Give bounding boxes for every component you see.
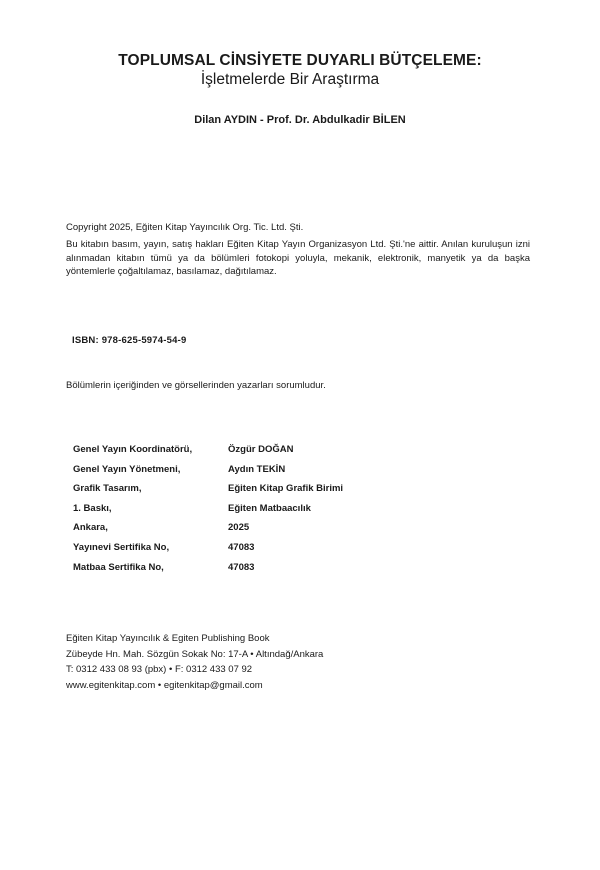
- publisher-address: Zübeyde Hn. Mah. Sözgün Sokak No: 17-A • Altındağ/Ankara: [66, 648, 324, 660]
- book-title: TOPLUMSAL CİNSİYETE DUYARLI BÜTÇELEME:: [118, 52, 482, 69]
- credit-value: Özgür DOĞAN: [228, 444, 294, 455]
- credit-label: Yayınevi Sertifika No,: [73, 541, 170, 553]
- publisher-info: [66, 631, 323, 694]
- credit-label: Grafik Tasarım,: [73, 483, 142, 495]
- book-subtitle: İşletmelerde Bir Araştırma: [200, 71, 380, 88]
- publisher-phone: T: 0312 433 08 93 (pbx) • F: 0312 433 07 92: [66, 664, 253, 676]
- credit-label: Ankara,: [73, 522, 108, 534]
- credit-label: Matbaa Sertifika No,: [73, 561, 164, 573]
- credit-value: Eğiten Kitap Grafik Birimi: [228, 483, 344, 495]
- credit-value: Aydın TEKİN: [228, 463, 286, 475]
- credit-value: 2025: [228, 522, 250, 534]
- credit-label: Genel Yayın Koordinatörü,: [73, 444, 193, 455]
- credit-value: 47083: [228, 541, 255, 553]
- copyright-notice: Bu kitabın basım, yayın, satış hakları Eğiten Kitap Yayın Organizasyon Ltd. Şti.'ne aittir. Anılan kuruluşun izni alınmadan kitabın tümü ya da bölümleri fotokopi yoluyla, mekanik, elektronik, manyetik ya da başka yöntemlerle çoğaltılamaz, basılamaz, dağıtılamaz.: [66, 239, 530, 277]
- publisher-name: Eğiten Kitap Yayıncılık & Egiten Publishing Book: [66, 633, 270, 644]
- publisher-web: www.egitenkitap.com • egitenkitap@gmail.com: [66, 680, 263, 692]
- authors: Dilan AYDIN - Prof. Dr. Abdulkadir BİLEN: [194, 114, 406, 126]
- credit-label: 1. Baskı,: [73, 502, 112, 514]
- credit-value: 47083: [228, 561, 255, 573]
- credit-value: Eğiten Matbaacılık: [228, 502, 311, 514]
- credit-label: Genel Yayın Yönetmeni,: [73, 463, 181, 475]
- responsibility-note: Bölümlerin içeriğinden ve görsellerinden yazarları sorumludur.: [66, 380, 326, 391]
- isbn: ISBN: 978-625-5974-54-9: [72, 335, 187, 346]
- copyright-line: Copyright 2025, Eğiten Kitap Yayıncılık Org. Tic. Ltd. Şti.: [66, 222, 304, 233]
